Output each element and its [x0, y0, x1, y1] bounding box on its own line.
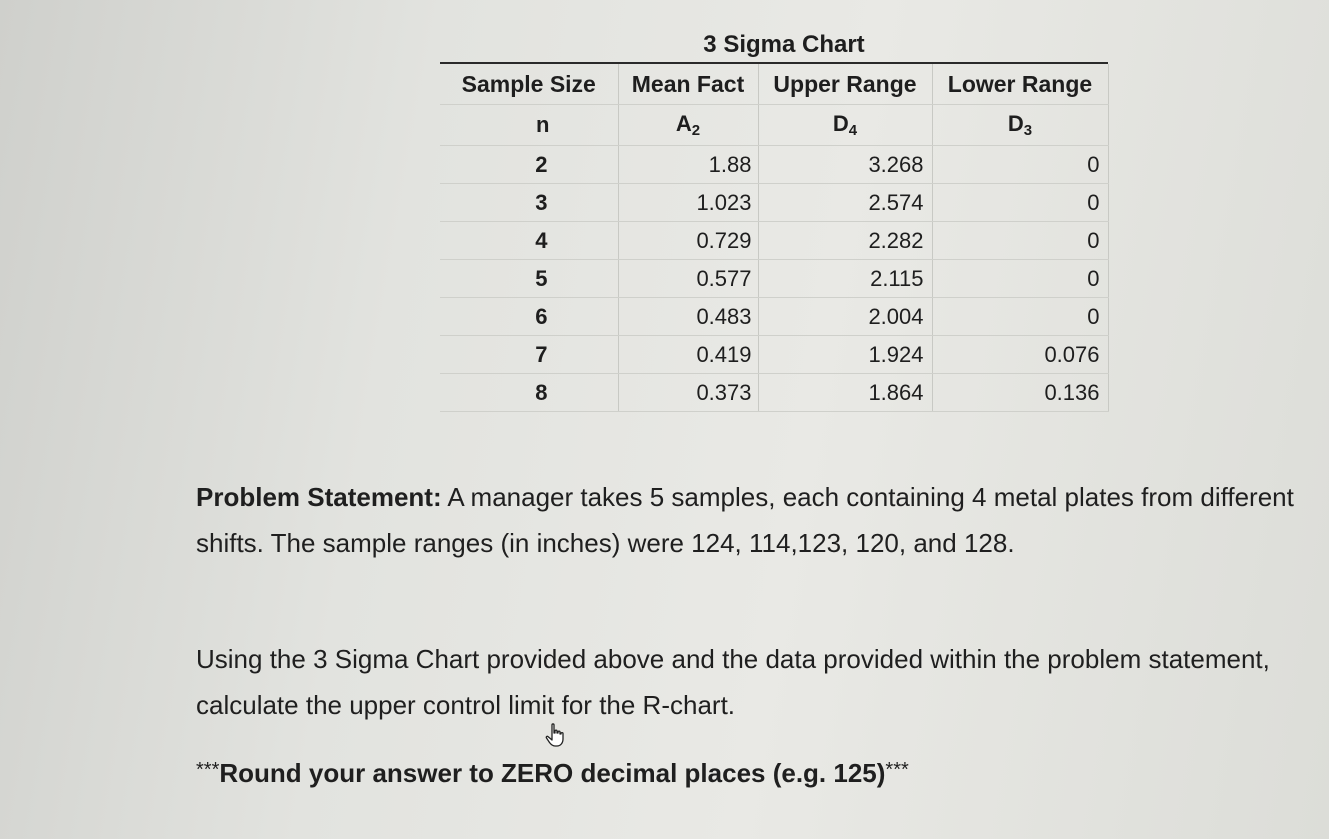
cell-n: 4: [440, 222, 618, 260]
table-row: [440, 222, 1108, 260]
cell-a2: 1.023: [618, 184, 758, 222]
subheader-d4: [758, 105, 932, 146]
cell-d3: 0: [932, 260, 1108, 298]
table-row: [440, 260, 1108, 298]
chart-title: 3 Sigma Chart: [440, 28, 1108, 64]
subheader-d4-sub: 4: [848, 122, 858, 139]
subheader-row: [440, 105, 1108, 146]
table-row: [440, 184, 1108, 222]
cell-d3: 0.076: [932, 336, 1108, 374]
cell-a2: 0.577: [618, 260, 758, 298]
cell-d3: 0: [932, 146, 1108, 184]
subheader-n: n: [440, 105, 618, 146]
header-sample-size: Sample Size: [440, 64, 618, 105]
subheader-d3-base: D: [1007, 111, 1024, 136]
cell-d4: 1.864: [758, 374, 932, 412]
table-row: [440, 146, 1108, 184]
subheader-d4-base: D: [832, 111, 849, 136]
cell-n: 8: [440, 374, 618, 412]
cell-d4: 2.282: [758, 222, 932, 260]
cell-d4: 2.004: [758, 298, 932, 336]
subheader-a2-sub: 2: [691, 122, 701, 139]
problem-statement: [196, 474, 1306, 566]
cell-d3: 0: [932, 184, 1108, 222]
subheader-d3-sub: 3: [1023, 122, 1033, 139]
cell-d4: 2.115: [758, 260, 932, 298]
sigma-chart: [440, 28, 1108, 412]
sigma-table: [440, 64, 1109, 412]
table-row: [440, 336, 1108, 374]
cell-n: 3: [440, 184, 618, 222]
table-row: [440, 374, 1108, 412]
problem-label: Problem Statement:: [196, 482, 442, 512]
header-row: [440, 64, 1108, 105]
cell-n: 6: [440, 298, 618, 336]
rounding-note: [196, 758, 909, 789]
note-text: Round your answer to ZERO decimal places (e.g. 125): [219, 758, 886, 788]
header-lower-range: Lower Range: [932, 64, 1108, 105]
question-text: Using the 3 Sigma Chart provided above and the data provided within the problem statement, calculate the upper control limit for the R-chart.: [196, 644, 1270, 720]
header-mean-fact: Mean Fact: [618, 64, 758, 105]
problem-text: A manager takes 5 samples, each containing 4 metal plates from different shifts. The sample ranges (in inches) were 124, 114,123, 120, and 128.: [196, 482, 1294, 558]
cell-a2: 1.88: [618, 146, 758, 184]
table-row: [440, 298, 1108, 336]
cell-d4: 1.924: [758, 336, 932, 374]
subheader-a2-base: A: [675, 111, 692, 136]
cell-d3: 0: [932, 222, 1108, 260]
cell-n: 2: [440, 146, 618, 184]
cell-d4: 3.268: [758, 146, 932, 184]
cell-d4: 2.574: [758, 184, 932, 222]
header-upper-range: Upper Range: [758, 64, 932, 105]
note-stars-left: ***: [196, 759, 220, 781]
cell-a2: 0.729: [618, 222, 758, 260]
cell-a2: 0.483: [618, 298, 758, 336]
cell-d3: 0.136: [932, 374, 1108, 412]
cell-a2: 0.373: [618, 374, 758, 412]
cell-n: 5: [440, 260, 618, 298]
cell-d3: 0: [932, 298, 1108, 336]
subheader-a2: [618, 105, 758, 146]
hand-pointer-icon: [543, 722, 569, 748]
note-stars-right: ***: [885, 759, 909, 781]
subheader-d3: [932, 105, 1108, 146]
cell-a2: 0.419: [618, 336, 758, 374]
cell-n: 7: [440, 336, 618, 374]
